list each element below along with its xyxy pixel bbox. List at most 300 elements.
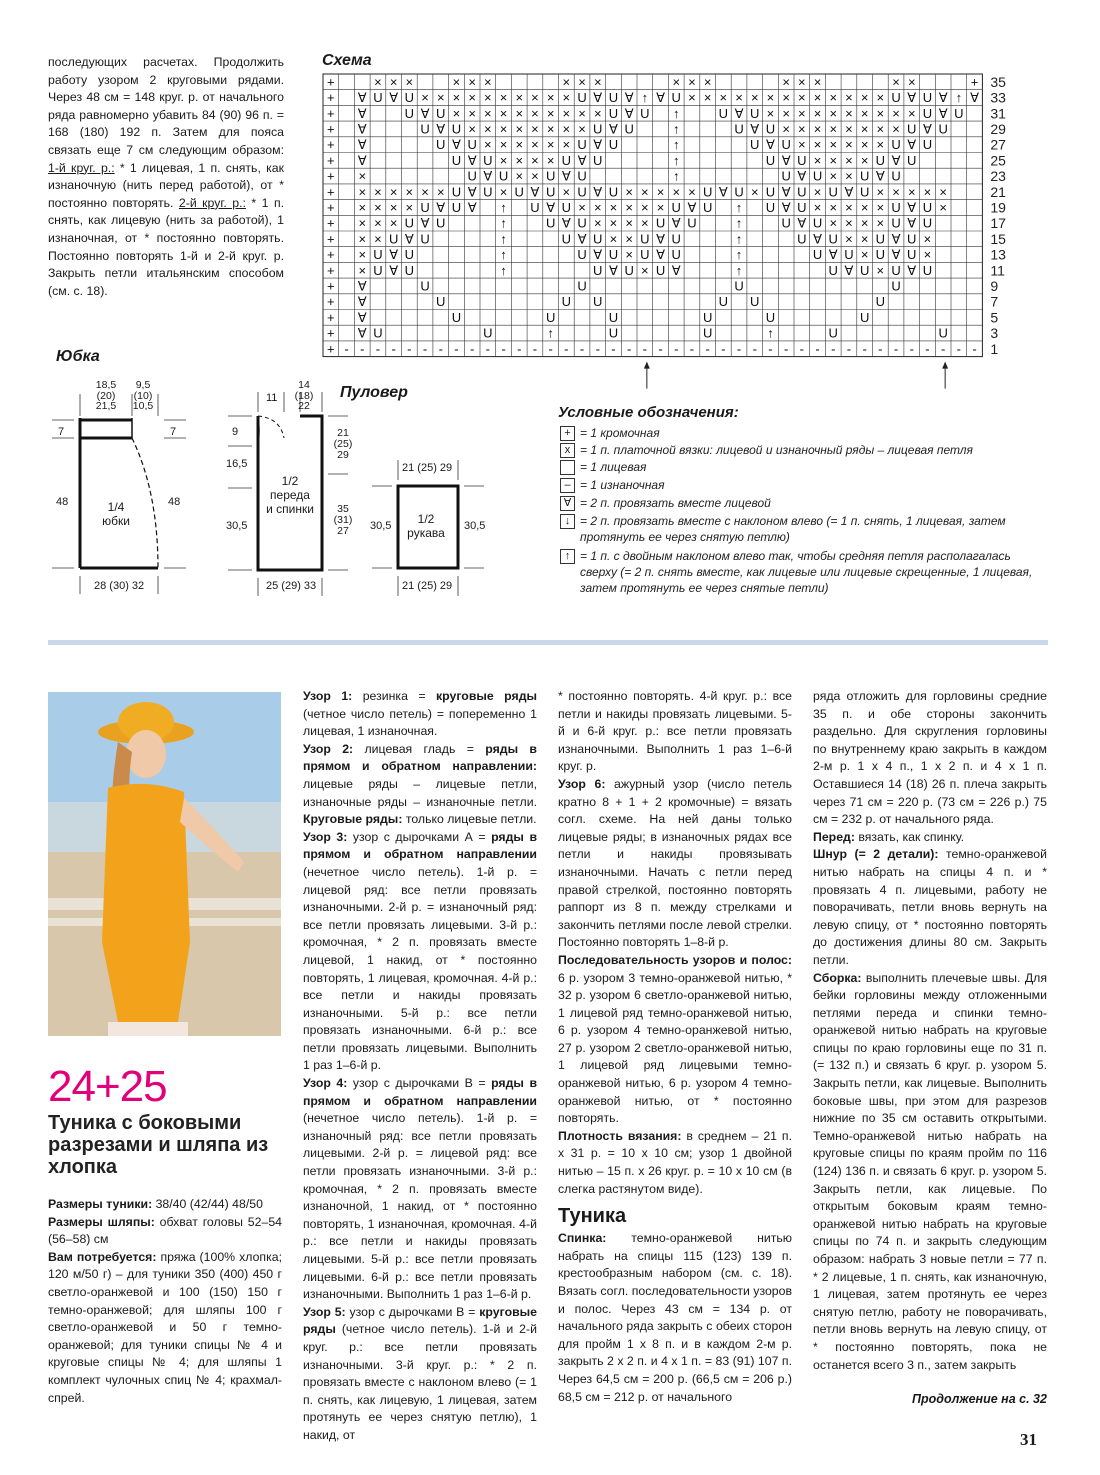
repeat-arrowhead-icon: [942, 362, 948, 369]
chart-symbol: -: [862, 341, 867, 357]
legend-symbol-icon: [560, 460, 575, 475]
run-text: лицевая гладь =: [353, 741, 486, 756]
chart-symbol: U: [420, 231, 430, 247]
chart-symbol: U: [404, 262, 415, 278]
chart-symbol: U: [388, 231, 399, 247]
chart-symbol: ∀: [436, 199, 446, 215]
chart-symbol: ∀: [436, 121, 446, 137]
chart-symbol: ×: [719, 90, 728, 106]
chart-symbol: U: [373, 247, 383, 263]
chart-symbol: ∀: [357, 152, 367, 168]
chart-symbol: U: [608, 247, 619, 263]
chart-symbol: ×: [578, 105, 586, 121]
chart-symbol: ×: [845, 215, 853, 231]
chart-symbol: ×: [405, 199, 414, 215]
sleeve-dim-bottom: 21 (25) 29: [402, 580, 453, 592]
chart-symbol: ×: [782, 90, 790, 106]
chart-symbol: -: [689, 341, 695, 357]
run-bold: Узор 2:: [303, 741, 354, 756]
chart-symbol: -: [658, 341, 663, 357]
pullover-title: Пуловер: [340, 384, 408, 401]
chart-symbol: ×: [499, 137, 508, 153]
run-text: узор с дырочками В =: [345, 1304, 480, 1319]
chart-symbol: ∀: [844, 184, 854, 200]
chart-symbol: -: [454, 341, 459, 357]
chart-symbol: U: [608, 90, 619, 106]
chart-symbol: ×: [515, 90, 524, 106]
chart-symbol: U: [608, 137, 619, 153]
chart-symbol: U: [812, 247, 823, 263]
chart-symbol: U: [451, 184, 462, 200]
chart-symbol: +: [327, 325, 335, 341]
chart-symbol: U: [891, 90, 901, 106]
chart-symbol: +: [327, 90, 335, 106]
chart-symbol: +: [327, 137, 335, 153]
pullover-piece-label: 1/2 переда и спинки: [266, 474, 314, 516]
chart-symbol: ×: [813, 199, 822, 215]
chart-symbol: ↑: [500, 262, 507, 278]
chart-symbol: U: [373, 262, 383, 278]
intro-paragraph: последующих расчетах. Продолжить работу узором 2 круговыми рядами. Через 48 см = 148 круг. р. от начального ряда равномерно убавить 84 (90) 96 п. = 168 (180) 192 п. Затем для пояса связать еще 7 см следующим образом: 1-й круг. р.: * 1 лицевая, 1 п. снять, как изнаночную (нить перед работой), от * постоянно повторять. 2-й круг. р.: * 1 п. снять, как лицевую (нить за работой), 1 изнаночная, от * постоянно повторять. Постоянно повторять 1-й и 2-й круг. р. Закрыть петли итальянским способом (см. с. 18).: [48, 55, 285, 298]
chart-symbol: ×: [358, 231, 367, 247]
chart-symbol: U: [781, 215, 791, 231]
chart-symbol: ×: [562, 105, 571, 121]
chart-symbol: -: [407, 341, 412, 357]
chart-symbol: U: [593, 121, 603, 137]
chart-symbol: ×: [578, 74, 586, 90]
chart-symbol: ↑: [500, 231, 507, 247]
chart-symbol: ×: [405, 184, 414, 200]
legend-symbol-icon: ↓: [560, 514, 575, 529]
chart-symbol: ×: [829, 168, 838, 184]
skirt-dim-bottom: 28 (30) 32: [94, 580, 145, 592]
run-text: (четное число петель) = попеременно 1 лицевая, 1 изнаночная.: [303, 706, 537, 739]
chart-symbol: U: [750, 294, 760, 310]
chart-symbol: ×: [593, 74, 602, 90]
run-bold: Узор 5:: [303, 1304, 346, 1319]
chart-symbol: ×: [876, 215, 885, 231]
chart-symbol: ×: [860, 215, 869, 231]
legend-text: = 1 п. платочной вязки: лицевой и изнаночный ряды – лицевая петля: [580, 443, 973, 457]
chart-symbol: U: [875, 247, 886, 263]
chart-symbol: ×: [656, 184, 665, 200]
chart-symbol: ×: [421, 90, 429, 106]
skirt-dim-top-b: 9,5 (10) 10,5: [132, 379, 154, 412]
chart-symbol: U: [451, 152, 462, 168]
chart-symbol: U: [922, 105, 933, 121]
row-number: 3: [990, 325, 999, 342]
chart-symbol: ∀: [608, 121, 618, 137]
chart-symbol: U: [420, 121, 430, 137]
run-bold: ряды в прямом и обратном направлении: [303, 829, 538, 862]
chart-symbol: ∀: [357, 137, 367, 153]
chart-symbol: -: [611, 341, 616, 357]
chart-symbol: ∀: [828, 247, 838, 263]
chart-symbol: ×: [845, 199, 853, 215]
chart-symbol: ∀: [718, 184, 728, 200]
chart-symbol: ×: [641, 262, 649, 278]
chart-symbol: ×: [405, 74, 414, 90]
chart-symbol: ×: [515, 168, 524, 184]
pullover-dim-top-a: 11: [266, 392, 278, 404]
chart-symbol: ×: [750, 90, 759, 106]
chart-symbol: ×: [766, 105, 775, 121]
chart-symbol: ∀: [608, 262, 618, 278]
pullover-dim-left-a: 9: [232, 426, 239, 438]
skirt-piece-label: 1/4 юбки: [102, 500, 130, 528]
chart-symbol: ×: [876, 262, 885, 278]
chart-symbol: ∀: [404, 231, 414, 247]
chart-symbol: ↑: [500, 247, 507, 263]
chart-symbol: ×: [860, 247, 869, 263]
chart-symbol: -: [579, 341, 585, 357]
chart-symbol: U: [891, 168, 901, 184]
legend-text: = 2 п. провязать вместе лицевой: [580, 496, 771, 510]
chart-symbol: ∀: [656, 247, 666, 263]
article-number: 24+25: [48, 1062, 167, 1111]
chart-symbol: ×: [436, 90, 445, 106]
chart-symbol: ∀: [781, 152, 791, 168]
chart-symbol: U: [828, 325, 838, 341]
chart-symbol: -: [532, 341, 538, 357]
chart-symbol: ×: [845, 137, 853, 153]
chart-symbol: U: [593, 294, 603, 310]
legend-symbol-icon: ∀: [560, 496, 575, 511]
chart-symbol: ×: [468, 90, 476, 106]
run-bold: круговые ряды: [303, 1304, 537, 1337]
chart-symbol: U: [734, 184, 744, 200]
chart-symbol: ×: [813, 74, 822, 90]
chart-symbol: U: [750, 137, 760, 153]
chart-symbol: ∀: [389, 247, 399, 263]
chart-symbol: ∀: [357, 294, 367, 310]
chart-symbol: U: [436, 137, 446, 153]
chart-symbol: ×: [813, 90, 822, 106]
chart-symbol: U: [655, 262, 666, 278]
run-text: только лицевые петли.: [402, 812, 537, 827]
chart-symbol: ×: [468, 121, 476, 137]
chart-symbol: ×: [546, 90, 555, 106]
row-number: 9: [990, 277, 999, 294]
chart-symbol: U: [373, 325, 383, 341]
run-bold: круговые ряды: [436, 689, 537, 703]
chart-symbol: U: [718, 105, 729, 121]
chart-symbol: ×: [876, 199, 885, 215]
chart-symbol: ×: [798, 90, 806, 106]
chart-symbol: ×: [688, 74, 696, 90]
chart-symbol: U: [734, 121, 744, 137]
chart-title: Схема: [322, 52, 372, 69]
chart-symbol: U: [436, 215, 446, 231]
chart-symbol: ↑: [767, 325, 774, 341]
chart-symbol: ×: [389, 184, 398, 200]
chart-symbol: U: [577, 184, 587, 200]
chart-symbol: ×: [625, 215, 633, 231]
chart-symbol: ×: [515, 105, 524, 121]
chart-symbol: U: [467, 168, 477, 184]
article-title: Туника с боковыми разрезами и шляпа из хлопка: [48, 1112, 269, 1178]
chart-symbol: U: [765, 152, 776, 168]
run-text: узор с дырочками В =: [347, 1076, 492, 1091]
chart-symbol: ∀: [891, 231, 901, 247]
chart-symbol: ∀: [389, 262, 399, 278]
chart-symbol: U: [530, 199, 540, 215]
chart-symbol: ×: [750, 184, 759, 200]
chart-symbol: -: [469, 341, 475, 357]
chart-symbol: U: [420, 199, 430, 215]
chart-symbol: U: [671, 231, 681, 247]
legend-symbol-icon: ↑: [560, 549, 575, 564]
chart-symbol: U: [954, 105, 964, 121]
chart-symbol: ×: [782, 121, 790, 137]
legend-text: = 1 п. с двойным наклоном влево так, чтобы средняя петля располагалась сверху (= 2 п. снять вместе, как лицевые или лицевые скрещенные, 1 лицевая, затем протянуть ее через снятые петли): [580, 549, 1033, 595]
chart-symbol: ×: [374, 231, 382, 247]
chart-symbol: U: [436, 105, 446, 121]
chart-symbol: -: [940, 341, 946, 357]
chart-symbol: ×: [625, 199, 633, 215]
legend-text: = 1 кромочная: [580, 426, 660, 440]
chart-symbol: ×: [641, 215, 649, 231]
chart-symbol: U: [404, 90, 415, 106]
chart-symbol: ↑: [735, 247, 743, 263]
chart-symbol: ∀: [593, 137, 603, 153]
row-number: 15: [990, 230, 1006, 247]
chart-symbol: U: [702, 199, 713, 215]
chart-symbol: ∀: [593, 90, 603, 106]
run-bold: Узор 1:: [303, 689, 353, 703]
chart-symbol: +: [327, 121, 335, 137]
chart-symbol: U: [640, 247, 650, 263]
chart-symbol: ∀: [656, 90, 666, 106]
chart-symbol: ∀: [938, 90, 948, 106]
chart-symbol: ×: [531, 152, 539, 168]
row-number: 19: [990, 199, 1006, 216]
pullover-dim-bottom: 25 (29) 33: [266, 580, 317, 592]
chart-symbol: ×: [546, 137, 555, 153]
chart-symbol: ∀: [467, 199, 477, 215]
chart-symbol: ×: [641, 199, 649, 215]
chart-symbol: -: [752, 341, 757, 357]
chart-symbol: ∀: [970, 90, 980, 106]
chart-symbol: U: [907, 231, 917, 247]
chart-symbol: U: [765, 121, 776, 137]
chart-symbol: U: [608, 309, 619, 325]
chart-symbol: ×: [562, 90, 571, 106]
chart-symbol: +: [327, 278, 335, 294]
row-number: 35: [990, 73, 1006, 90]
chart-symbol: +: [327, 294, 335, 310]
chart-symbol: ∀: [624, 90, 634, 106]
chart-symbol: +: [327, 168, 335, 184]
chart-symbol: +: [327, 231, 335, 247]
chart-symbol: ×: [389, 199, 398, 215]
chart-symbol: U: [404, 215, 415, 231]
chart-symbol: U: [891, 278, 901, 294]
row-number: 1: [990, 340, 999, 357]
row-number: 23: [990, 168, 1006, 185]
chart-symbol: U: [812, 168, 823, 184]
chart-symbol: U: [451, 309, 462, 325]
chart-symbol: U: [797, 231, 807, 247]
chart-symbol: ×: [593, 215, 602, 231]
chart-symbol: -: [705, 341, 710, 357]
chart-symbol: -: [548, 341, 553, 357]
chart-symbol: ∀: [781, 184, 791, 200]
chart-symbol: ×: [625, 184, 633, 200]
chart-symbol: ↑: [735, 199, 743, 215]
chart-symbol: U: [859, 184, 870, 200]
chart-symbol: ∀: [530, 184, 540, 200]
chart-symbol: -: [799, 341, 805, 357]
chart-symbol: ×: [515, 121, 524, 137]
chart-symbol: ×: [860, 152, 869, 168]
chart-symbol: ∀: [357, 121, 367, 137]
chart-symbol: U: [404, 105, 415, 121]
pullover-dim-top-b: 14 (18) 22: [294, 379, 314, 412]
row-number: 11: [990, 262, 1005, 279]
chart-symbol: ×: [515, 152, 524, 168]
chart-symbol: ↑: [735, 262, 743, 278]
patterns-column: [303, 688, 537, 1445]
chart-symbol: U: [907, 152, 917, 168]
chart-symbol: ×: [515, 137, 524, 153]
chart-symbol: ×: [876, 105, 885, 121]
chart-symbol: -: [344, 341, 349, 357]
sleeve-dim-left: 30,5: [370, 520, 392, 532]
chart-symbol: -: [564, 341, 569, 357]
legend-title: Условные обозначения:: [558, 404, 739, 421]
row-number: 7: [990, 293, 999, 310]
chart-symbol: -: [783, 341, 789, 357]
chart-symbol: U: [451, 121, 462, 137]
run-bold: Узор 3:: [303, 829, 348, 844]
chart-symbol: -: [831, 341, 836, 357]
chart-symbol: ×: [499, 152, 508, 168]
chart-symbol: ×: [578, 199, 586, 215]
chart-symbol: +: [327, 309, 335, 325]
chart-symbol: U: [922, 215, 933, 231]
chart-symbol: -: [360, 341, 365, 357]
chart-symbol: +: [327, 105, 335, 121]
chart-symbol: ∀: [357, 309, 367, 325]
chart-symbol: U: [734, 278, 744, 294]
chart-symbol: ×: [703, 90, 712, 106]
chart-symbol: ×: [845, 105, 853, 121]
chart-symbol: U: [765, 184, 776, 200]
chart-symbol: ×: [593, 105, 602, 121]
chart-symbol: ×: [389, 215, 398, 231]
chart-symbol: -: [391, 341, 396, 357]
chart-symbol: -: [642, 341, 648, 357]
chart-symbol: U: [545, 215, 556, 231]
chart-symbol: -: [501, 341, 506, 357]
chart-symbol: U: [577, 168, 587, 184]
chart-symbol: ×: [892, 184, 900, 200]
chart-symbol: ×: [562, 184, 571, 200]
skirt-dim-right-top: 7: [170, 426, 177, 438]
chart-symbol: U: [797, 184, 807, 200]
chart-symbol: U: [765, 309, 776, 325]
chart-symbol: ×: [876, 90, 885, 106]
model-photo: [48, 692, 281, 1036]
legend-symbol-icon: –: [560, 478, 575, 493]
chart-symbol: ×: [813, 121, 822, 137]
chart-symbol: ∀: [844, 262, 854, 278]
skirt-schematic: [40, 372, 210, 602]
chart-symbol: ×: [641, 184, 649, 200]
legend-symbol-icon: +: [560, 426, 575, 441]
chart-symbol: ∀: [922, 121, 932, 137]
chart-symbol: U: [718, 294, 729, 310]
chart-symbol: ×: [531, 105, 539, 121]
chart-symbol: +: [327, 74, 335, 90]
chart-symbol: U: [891, 262, 901, 278]
row-number: 33: [990, 89, 1006, 106]
chart-symbol: +: [327, 184, 335, 200]
chart-symbol: U: [624, 262, 634, 278]
chart-symbol: ×: [860, 105, 869, 121]
chart-symbol: ×: [782, 105, 790, 121]
chart-symbol: ×: [703, 74, 712, 90]
chart-symbol: U: [922, 262, 933, 278]
run-text: лицевые ряды – лицевые петли, изнаночные ряды – изнаночные петли.: [303, 776, 537, 809]
row-number: 31: [990, 105, 1006, 122]
chart-symbol: ∀: [781, 199, 791, 215]
chart-symbol: ×: [531, 137, 539, 153]
chart-symbol: ×: [484, 90, 492, 106]
chart-symbol: ×: [484, 137, 492, 153]
chart-symbol: ∀: [546, 199, 556, 215]
chart-symbol: ×: [609, 231, 618, 247]
chart-symbol: ×: [829, 137, 838, 153]
run-bold: ряды в прямом и обратном направлении:: [303, 741, 537, 774]
run-bold: ряды в прямом и обратном направлении: [303, 1076, 538, 1108]
chart-symbol: ×: [546, 105, 555, 121]
chart-symbol: +: [327, 341, 335, 357]
chart-symbol: ↑: [673, 121, 680, 137]
chart-symbol: U: [608, 184, 619, 200]
skirt-dim-right-side: 48: [168, 496, 181, 508]
chart-symbol: ∀: [907, 90, 917, 106]
chart-symbol: U: [671, 90, 681, 106]
article-specs: Размеры туники: 38/40 (42/44) 48/50 Размеры шляпы: обхват головы 52–54 (56–58) см Вам потребуется: пряжа (100% хлопка; 120 м/50 г) – для туники 350 (400) 450 г светло-оранжевой и 100 (150) 150 г темно-оранжевой; для шляпы 100 г светло-оранжевой и 50 г темно-оранжевой; для туники спицы № 4 и круговые спицы № 4; для шляпы 1 комплект чулочных спиц № 4; крахмал-спрей.: [48, 1197, 282, 1405]
chart-symbol: U: [498, 168, 509, 184]
chart-symbol: U: [875, 294, 886, 310]
chart-symbol: -: [972, 341, 977, 357]
chart-symbol: U: [671, 199, 681, 215]
chart-symbol: ×: [484, 105, 492, 121]
chart-symbol: ×: [609, 199, 618, 215]
chart-symbol: ×: [923, 184, 932, 200]
chart-symbol: -: [768, 341, 773, 357]
chart-symbol: U: [922, 199, 933, 215]
chart-symbol: ×: [939, 199, 947, 215]
chart-symbol: U: [750, 105, 760, 121]
chart-symbol: ∀: [907, 137, 917, 153]
chart-symbol: +: [327, 215, 335, 231]
chart-symbol: U: [859, 309, 870, 325]
chart-symbol: U: [373, 90, 383, 106]
chart-symbol: ×: [876, 137, 885, 153]
chart-symbol: ×: [860, 231, 869, 247]
chart-symbol: U: [828, 231, 838, 247]
chart-symbol: U: [483, 152, 493, 168]
chart-symbol: ×: [688, 184, 696, 200]
row-number: 5: [990, 309, 999, 326]
chart-symbol: ×: [421, 184, 429, 200]
chart-symbol: ×: [845, 168, 853, 184]
row-number: 21: [990, 183, 1006, 200]
